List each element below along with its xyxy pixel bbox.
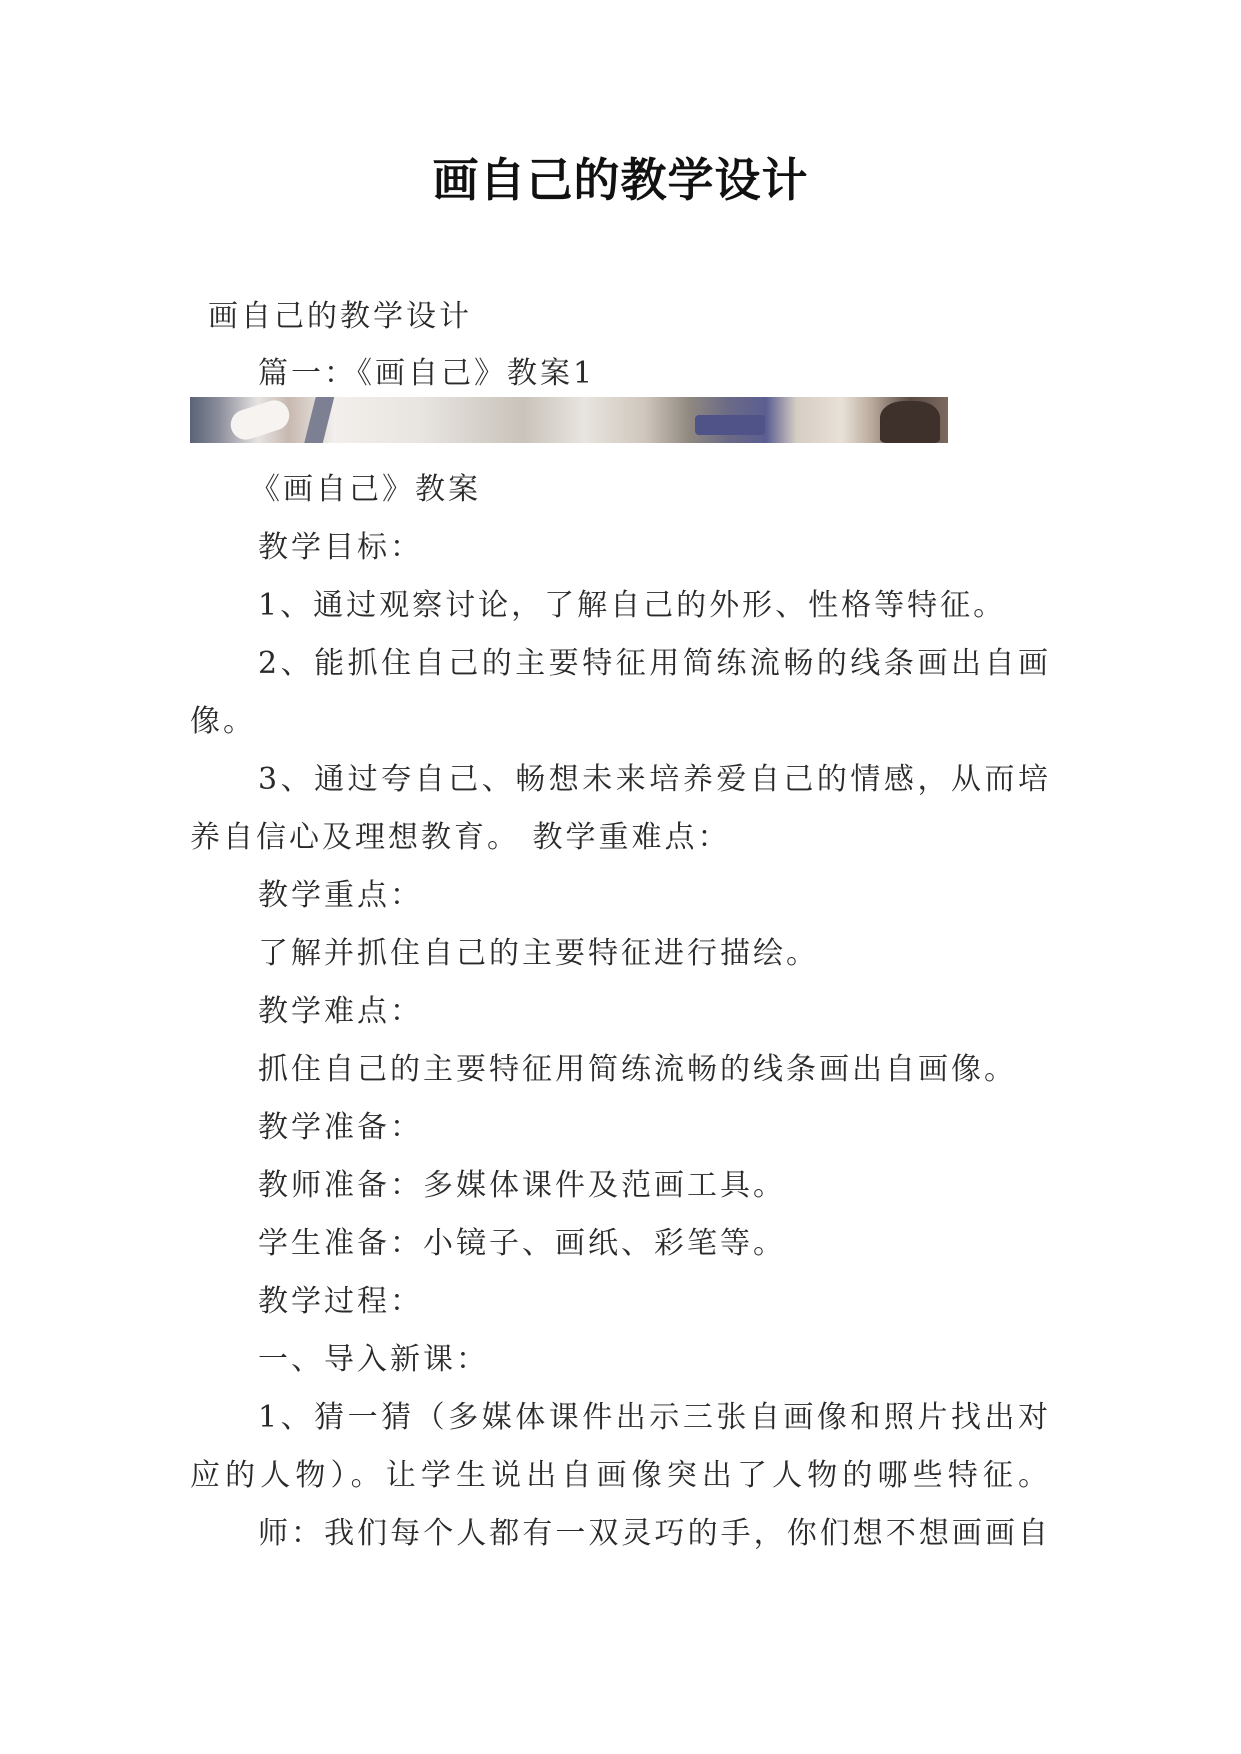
heading-difficulty: 教学难点： [258, 994, 423, 1029]
teacher-speech: 师：我们每个人都有一双灵巧的手，你们想不想画画自 [258, 1516, 1048, 1551]
section-heading: 篇一：《画自己》教案1 [258, 356, 596, 391]
heading-key-point: 教学重点： [258, 878, 423, 913]
goal-item-2-cont: 像。 [190, 704, 256, 739]
heading-goals: 教学目标： [258, 530, 423, 565]
photo-image [190, 397, 948, 443]
heading-preparation: 教学准备： [258, 1110, 423, 1145]
intro-item-1: 1、猜一猜（多媒体课件出示三张自画像和照片找出对 [258, 1400, 1048, 1435]
subtitle-line: 画自己的教学设计 [208, 299, 472, 334]
page-title: 画自己的教学设计 [432, 153, 809, 207]
lesson-title: 《画自己》教案 [250, 472, 481, 507]
student-preparation: 学生准备：小镜子、画纸、彩笔等。 [258, 1226, 786, 1261]
intro-item-1-cont: 应的人物）。让学生说出自画像突出了人物的哪些特征。 [190, 1458, 1048, 1493]
difficulty-text: 抓住自己的主要特征用简练流畅的线条画出自画像。 [258, 1052, 1017, 1087]
key-point-text: 了解并抓住自己的主要特征进行描绘。 [258, 936, 819, 971]
teacher-preparation: 教师准备：多媒体课件及范画工具。 [258, 1168, 786, 1203]
heading-intro: 一、导入新课： [258, 1342, 489, 1377]
heading-process: 教学过程： [258, 1284, 423, 1319]
goal-item-1: 1、通过观察讨论，了解自己的外形、性格等特征。 [258, 588, 1007, 623]
goal-item-3: 3、通过夸自己、畅想未来培养爱自己的情感，从而培 [258, 762, 1048, 797]
goal-item-2: 2、能抓住自己的主要特征用简练流畅的线条画出自画 [258, 646, 1048, 681]
goal-item-3-cont: 养自信心及理想教育。 教学重难点： [190, 820, 731, 855]
